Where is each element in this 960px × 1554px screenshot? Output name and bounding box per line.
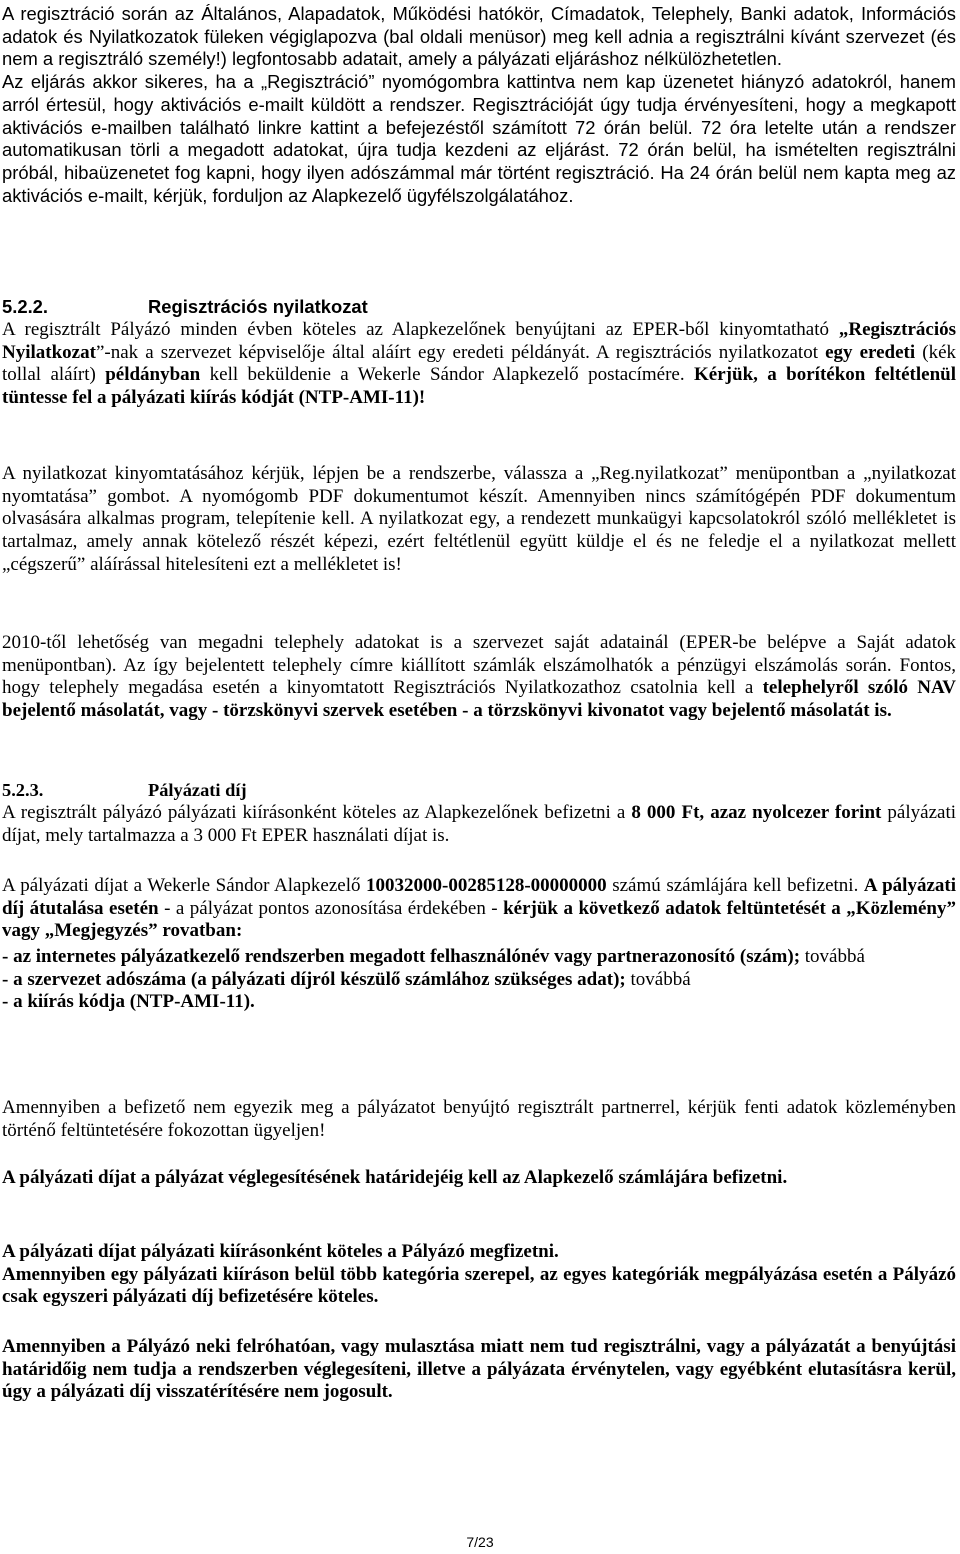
list-item: - az internetes pályázatkezelő rendszerben megadott felhasználónév vagy partnerazonosító (szám); továbbá	[2, 946, 865, 967]
list-item: - a szervezet adószáma (a pályázati díjról készülő számlához szükséges adat); továbbá	[2, 968, 691, 990]
paragraph-registration-declaration: A regisztrált Pályázó minden évben köteles az Alapkezelőnek benyújtani az EPER-ből kinyomtatható „Regisztrációs Nyilatkozat”-nak a szervezet képviselője által aláírt egy eredeti példányát. A regisztrációs nyilatkozatot egy eredeti (kék tollal aláírt) példányban kell beküldenie a Wekerle Sándor Alapkezelő postacímére. Kérjük, a borítékon feltétlenül tüntesse fel a pályázati kiírás kódját (NTP-AMI-11)!	[2, 319, 957, 409]
paragraph-print-instructions: A nyilatkozat kinyomtatásához kérjük, lépjen be a rendszerbe, válassza a „Reg.nyilatkozat” menüpontban a „nyilatkozat nyomtatása” gombot. A nyomógomb PDF dokumentumot készít. Amennyiben nincs számítógépén PDF dokumentum olvasására alkalmas program, telepítenie kell. A nyilatkozat egy, a rendezett munkaügyi kapcsolatokról szóló mellékletet is tartalmaz, amely annak kötelező részét képezi, ezért feltétlenül együtt küldje el és ne feledje el a nyilatkozat mellett „cégszerű” aláírással hitelesíteni ezt a mellékletet is!	[2, 463, 956, 575]
payment-reference-list	[2, 946, 956, 1014]
section-title: Regisztrációs nyilatkozat	[148, 296, 368, 317]
section-heading-5-2-3	[2, 779, 247, 802]
list-item: - a kiírás kódja (NTP-AMI-11).	[2, 991, 255, 1013]
paragraph-no-refund: Amennyiben a Pályázó neki felróhatóan, vagy mulasztása miatt nem tud regisztrálni, vagy a pályázatát a benyújtási határidőig nem tudja a rendszerben véglegesíteni, illetve a pályázata érvénytelen, vagy egyébként elutasításra kerül, úgy a pályázati díj visszatérítésére nem jogosult.	[2, 1336, 956, 1403]
paragraph-payment-deadline: A pályázati díjat a pályázat véglegesítésének határidejéig kell az Alapkezelő számlájára befizetni.	[2, 1167, 788, 1188]
paragraph-payer-notice: Amennyiben a befizető nem egyezik meg a pályázatot benyújtó regisztrált partnerrel, kérjük fenti adatok közleményben történő feltüntetésére fokozottan ügyeljen!	[2, 1097, 956, 1141]
paragraph-fee-obligation: A pályázati díjat pályázati kiírásonként köteles a Pályázó megfizetni. Amennyiben egy pályázati kiíráson belül több kategória szerepel, az egyes kategóriák megpályázása esetén a Pályázó csak egyszeri pályázati díj befizetésére köteles.	[2, 1241, 956, 1308]
section-number: 5.2.3.	[2, 780, 44, 800]
section-heading-5-2-2	[2, 296, 368, 319]
section-number: 5.2.2.	[2, 296, 49, 317]
paragraph-registration-tabs	[2, 3, 956, 207]
paragraph-site-data: 2010-től lehetőség van megadni telephely adatokat is a szervezet saját adatainál (EPER-be belépve a Saját adatok menüpontban). Az így bejelentett telephely címre kiállított számlák elszámolhatók a pénzügyi elszámolás során. Fontos, hogy telephely megadása esetén a kinyomtatott Regisztrációs Nyilatkozathoz csatolnia kell a telephelyről szóló NAV bejelentő másolatát, vagy - törzskönyvi szervek esetében - a törzskönyvi kivonatot vagy bejelentő másolatát is.	[2, 632, 956, 722]
paragraph-fee-payment: A pályázati díjat a Wekerle Sándor Alapkezelő 10032000-00285128-00000000 számú számlájára kell befizetni. A pályázati díj átutalása esetén - a pályázat pontos azonosítása érdekében - kérjük a következő adatok feltüntetését a „Közlemény” vagy „Megjegyzés” rovatban:	[2, 875, 956, 942]
paragraph-text: Az eljárás akkor sikeres, ha a „Regisztráció” nyomógombra kattintva nem kap üzenetet hiányzó adatokról, hanem arról értesül, hogy aktivációs e-mailt küldött a rendszer. Regisztrációját úgy tudja érvényesíteni, hogy a megkapott aktivációs e-mailben található linkre kattint a befejezéstől számított 72 órán belül. 72 óra letelte után a rendszer automatikusan törli a megadott adatokat, újra tudja kezdeni az eljárást. 72 órán belül, ha ismételten regisztrálni próbál, hibaüzenetet fog kapni, hogy ilyen adószámmal már történt regisztráció. Ha 24 órán belül nem kapta meg az aktivációs e-mailt, kérjük, forduljon az Alapkezelő ügyfélszolgálatához.	[2, 71, 956, 206]
section-title: Pályázati díj	[148, 780, 247, 800]
paragraph-fee-amount: A regisztrált pályázó pályázati kiírásonként köteles az Alapkezelőnek befizetni a 8 000 Ft, azaz nyolcezer forint pályázati díjat, mely tartalmazza a 3 000 Ft EPER használati díjat is.	[2, 802, 956, 846]
page-number: 7/23	[466, 1534, 494, 1550]
paragraph-text: A regisztráció során az Általános, Alapadatok, Működési hatókör, Címadatok, Telephely, Banki adatok, Információs adatok és Nyilatkozatok füleken végiglapozva (bal oldali menüsor) meg kell adnia a regisztrálni kívánt szervezet (és nem a regisztráló személy!) legfontosabb adatait, amely a pályázati eljáráshoz nélkülözhetetlen.	[2, 3, 956, 70]
